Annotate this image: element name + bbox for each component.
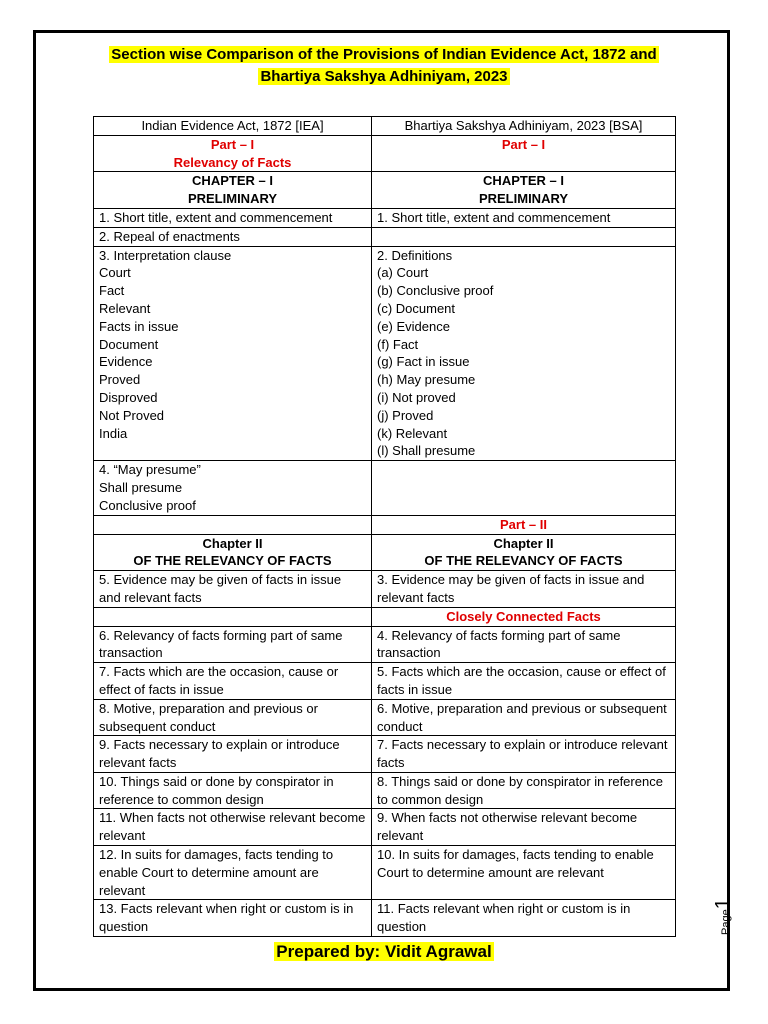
table-row-part-i <box>94 135 676 172</box>
table-row-closely-connected <box>94 607 676 626</box>
iea-cell: 3. Interpretation clause Court Fact Relevant Facts in issue Document Evidence Proved Disproved Not Proved India <box>94 246 372 461</box>
table-row <box>94 461 676 515</box>
comparison-table <box>93 116 676 937</box>
iea-cell: 6. Relevancy of facts forming part of same transaction <box>94 626 372 663</box>
document-title <box>60 44 708 87</box>
iea-cell: 8. Motive, preparation and previous or subsequent conduct <box>94 699 372 736</box>
bsa-cell: 8. Things said or done by conspirator in reference to common design <box>372 772 676 809</box>
table-header-row <box>94 117 676 136</box>
table-row <box>94 571 676 608</box>
table-row <box>94 626 676 663</box>
title-line-2: Bhartiya Sakshya Adhiniyam, 2023 <box>260 67 508 85</box>
bsa-cell: 10. In suits for damages, facts tending to enable Court to determine amount are relevant <box>372 846 676 900</box>
table-row <box>94 663 676 700</box>
iea-cell: 4. “May presume” Shall presume Conclusive proof <box>94 461 372 515</box>
table-row <box>94 246 676 461</box>
bsa-cell: 4. Relevancy of facts forming part of same transaction <box>372 626 676 663</box>
table-row <box>94 900 676 937</box>
page-number-mark <box>712 898 735 935</box>
iea-cell: 2. Repeal of enactments <box>94 227 372 246</box>
bsa-cell <box>372 227 676 246</box>
chapter-ii-iea: Chapter II OF THE RELEVANCY OF FACTS <box>94 534 372 571</box>
part-ii-bsa: Part – II <box>372 515 676 534</box>
iea-cell: 13. Facts relevant when right or custom is in question <box>94 900 372 937</box>
header-bsa: Bhartiya Sakshya Adhiniyam, 2023 [BSA] <box>372 117 676 136</box>
page-number: 1 <box>712 898 734 910</box>
footer <box>0 940 768 964</box>
table-row <box>94 772 676 809</box>
iea-cell: 1. Short title, extent and commencement <box>94 208 372 227</box>
title-line-1: Section wise Comparison of the Provisions of Indian Evidence Act, 1872 and <box>111 46 657 63</box>
table-row <box>94 208 676 227</box>
iea-cell <box>94 607 372 626</box>
bsa-cell: 7. Facts necessary to explain or introduce relevant facts <box>372 736 676 773</box>
table-row <box>94 846 676 900</box>
header-iea: Indian Evidence Act, 1872 [IEA] <box>94 117 372 136</box>
bsa-cell: 2. Definitions (a) Court (b) Conclusive proof (c) Document (e) Evidence (f) Fact (g) Fact in issue (h) May presume (i) Not proved (j) Proved (k) Relevant (l) Shall presume <box>372 246 676 461</box>
bsa-cell: 6. Motive, preparation and previous or subsequent conduct <box>372 699 676 736</box>
page-label: Page <box>720 909 732 935</box>
iea-cell: 7. Facts which are the occasion, cause or effect of facts in issue <box>94 663 372 700</box>
table-row <box>94 736 676 773</box>
prepared-by: Prepared by: Vidit Agrawal <box>276 942 492 961</box>
table-row-chapter-ii <box>94 534 676 571</box>
closely-connected-bsa: Closely Connected Facts <box>372 607 676 626</box>
iea-cell: 9. Facts necessary to explain or introduce relevant facts <box>94 736 372 773</box>
table-row-part-ii <box>94 515 676 534</box>
bsa-cell: 3. Evidence may be given of facts in issue and relevant facts <box>372 571 676 608</box>
iea-cell: 12. In suits for damages, facts tending to enable Court to determine amount are relevant <box>94 846 372 900</box>
table-row <box>94 227 676 246</box>
bsa-cell: 5. Facts which are the occasion, cause or effect of facts in issue <box>372 663 676 700</box>
bsa-cell: 9. When facts not otherwise relevant become relevant <box>372 809 676 846</box>
part-i-bsa: Part – I <box>372 135 676 172</box>
chapter-ii-bsa: Chapter II OF THE RELEVANCY OF FACTS <box>372 534 676 571</box>
iea-cell <box>94 515 372 534</box>
table-row-chapter-i <box>94 172 676 209</box>
part-i-iea: Part – I Relevancy of Facts <box>94 135 372 172</box>
chapter-i-bsa: CHAPTER – I PRELIMINARY <box>372 172 676 209</box>
bsa-cell: 1. Short title, extent and commencement <box>372 208 676 227</box>
table-row <box>94 699 676 736</box>
bsa-cell <box>372 461 676 515</box>
bsa-cell: 11. Facts relevant when right or custom is in question <box>372 900 676 937</box>
iea-cell: 11. When facts not otherwise relevant become relevant <box>94 809 372 846</box>
chapter-i-iea: CHAPTER – I PRELIMINARY <box>94 172 372 209</box>
iea-cell: 5. Evidence may be given of facts in issue and relevant facts <box>94 571 372 608</box>
table-row <box>94 809 676 846</box>
iea-cell: 10. Things said or done by conspirator in reference to common design <box>94 772 372 809</box>
